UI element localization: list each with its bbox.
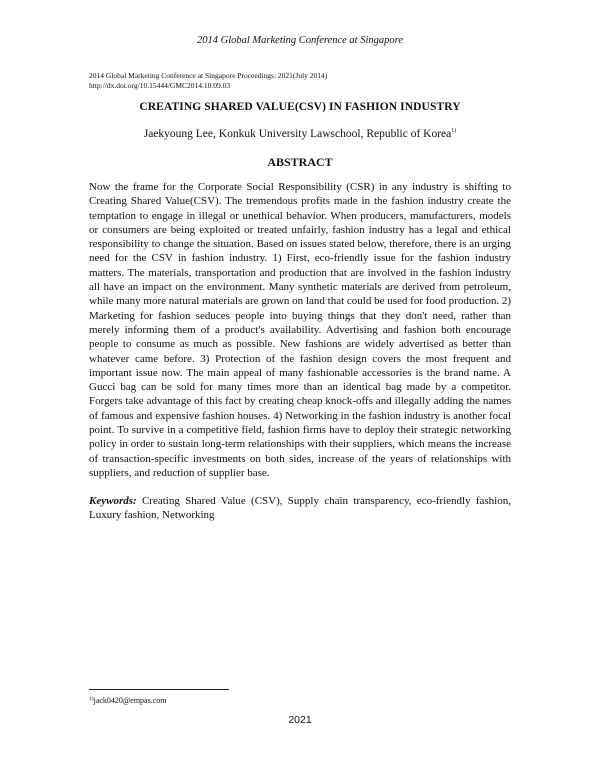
abstract-body: Now the frame for the Corporate Social Responsibility (CSR) in any industry is shifting to Creating Shared Value(CSV). The tremendous profits made in the fashion industry create the temptation to engage in illegal or unethical behavior. When producers, manufacturers, models or consumers are being exploited or treated unfairly, fashion industry has a legal and ethical responsibility to change the situation. Based on issues stated below, therefore, there is an urging need for the CSV in fashion industry. 1) First, eco-friendly issue for the fashion industry matters. The materials, transportation and production that are involved in the fashion industry all have an impact on the environment. Many synthetic materials are derived from petroleum, while many more natural materials are grown on land that could be used for food production. 2) Marketing for fashion seduces people into buying things that they don't need, rather than merely informing them of a product's availability. Advertising and fashion both encourage people to consume as much as possible. New fashions are widely advertised as better than whatever came before. 3) Protection of the fashion design covers the most frequent and important issue now. The main appeal of many fashionable accessories is the brand name. A Gucci bag can be sold for many times more than an identical bag made by a competitor. Forgers take advantage of this fact by creating cheap knock-offs and illegally adding the names of famous and expensive fashion houses. 4) Networking in the fashion industry is another focal point. To survive in a competitive field, fashion firms have to deploy their strategic networking policy in order to sustain long-term relationships with their suppliers, which means the increase of transaction-specific investments on both sides, increase of the years of relationships with suppliers, and reduction of supplier base. bbox=[89, 181, 511, 479]
keywords-text: Creating Shared Value (CSV), Supply chain transparency, eco-friendly fashion, Luxury fashion, Networking bbox=[89, 495, 511, 522]
footnote-divider bbox=[89, 689, 229, 690]
running-header: 2014 Global Marketing Conference at Singapore bbox=[197, 35, 403, 46]
footnote-mark: 1) bbox=[89, 696, 94, 702]
keywords-label: Keywords: bbox=[89, 495, 137, 507]
author-line bbox=[0, 128, 600, 140]
proceedings-citation: 2014 Global Marketing Conference at Singapore Proceedings: 2021(July 2014) bbox=[89, 71, 328, 80]
abstract-heading: ABSTRACT bbox=[267, 155, 333, 169]
page-number: 2021 bbox=[288, 714, 312, 726]
author-footnote-mark[interactable]: 1) bbox=[451, 128, 457, 134]
keywords-paragraph bbox=[89, 494, 511, 523]
footnote-email[interactable]: jack0420@empas.com bbox=[93, 696, 167, 705]
author-names: Jaekyoung Lee, Konkuk University Lawschool, Republic of Korea bbox=[143, 128, 452, 140]
paper-title: CREATING SHARED VALUE(CSV) IN FASHION INDUSTRY bbox=[139, 101, 461, 113]
footnote bbox=[89, 696, 167, 705]
doi-link[interactable]: http://dx.doi.org/10.15444/GMC2014.10.09.03 bbox=[89, 80, 231, 90]
proceedings-info bbox=[89, 71, 509, 90]
